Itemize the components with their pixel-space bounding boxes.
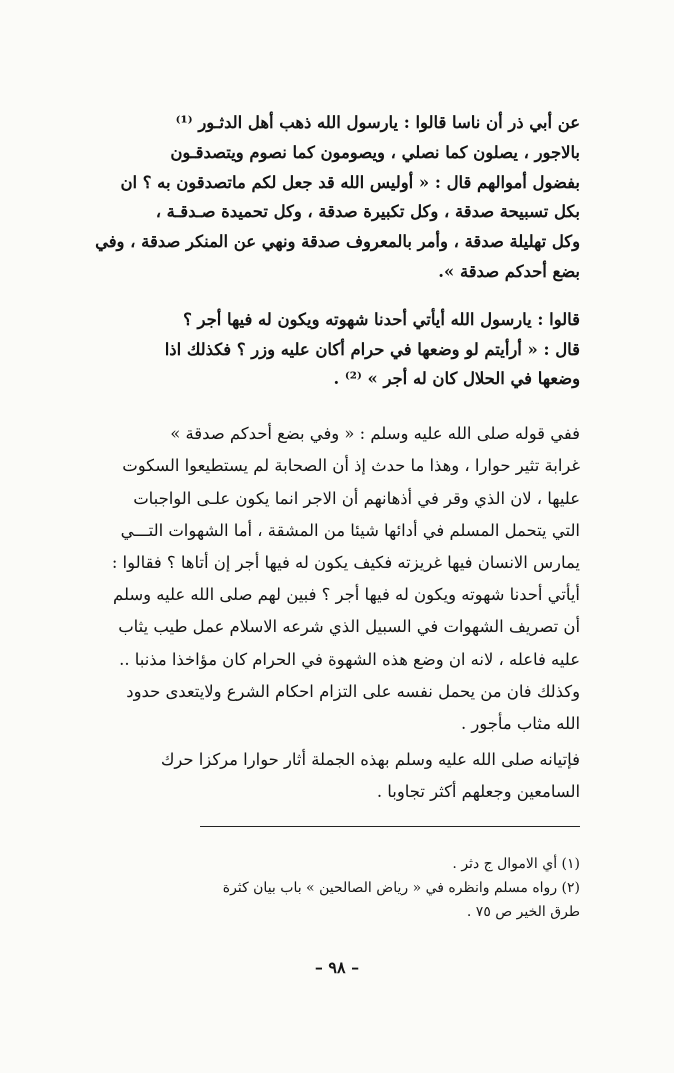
text-line: بالاجور ، يصلون كما نصلي ، ويصومون كما نصوم ويتصدقـون: [170, 142, 580, 162]
question-paragraph: [60, 305, 580, 394]
text-line: الله مثاب مأجور .: [460, 714, 580, 733]
text-line: بفضول أموالهم قال : « أوليس الله قد جعل لكم ماتصدقون به ؟ ان: [120, 172, 580, 192]
text-line: وكل تهليلة صدقة ، وأمر بالمعروف صدقة ونهي عن المنكر صدقة ، وفي: [95, 232, 580, 252]
page-number: – ٩٨ –: [314, 958, 360, 977]
hadith-paragraph: [60, 108, 580, 287]
text-line: السامعين وجعلهم أكثر تجاوبا .: [376, 782, 580, 802]
text-line: عليه فاعله ، لانه ان وضع هذه الشهوة في الحرام كان مؤاخذا مذنبا ..: [119, 649, 580, 669]
text-line: قالوا : يارسول الله أيأتي أحدنا شهوته ويكون له فيها أجر ؟: [183, 309, 580, 329]
text-line: أن تصريف الشهوات في السبيل الذي شرعه الاسلام عمل طيب يثاب: [118, 617, 580, 637]
footnote-divider: [200, 826, 580, 827]
text-line: قال : « أرأيتم لو وضعها في حرام أكان عليه وزر ؟ فكذلك اذا: [164, 339, 580, 359]
text-line: ففي قوله صلى الله عليه وسلم : « وفي بضع أحدكم صدقة »: [170, 424, 580, 444]
text-line: عليها ، لان الذي وقر في أذهانهم أن الاجر انما يكون علـى الواجبات: [133, 488, 580, 508]
text-line: غرابة تثير حوارا ، وهذا ما حدث إذ أن الصحابة لم يستطيعوا السكوت: [122, 456, 580, 476]
page-body: [60, 108, 580, 809]
text-line: التي يتحمل المسلم في أدائها شيئا من المشقة ، أما الشهوات التـــي: [120, 520, 580, 540]
footnote-2: (٢) رواه مسلم وانظره في « رياض الصالحين » باب بيان كثرة: [222, 880, 580, 896]
text-line: وضعها في الحلال كان له أجر » ⁽²⁾ .: [333, 369, 580, 389]
text-line: وكذلك فان من يحمل نفسه على التزام احكام الشرع ولايتعدى حدود: [126, 681, 580, 701]
commentary-paragraph: [60, 418, 580, 740]
footnote-2-continued: طرق الخير ص ٧٥ .: [466, 904, 580, 920]
footnotes: [60, 852, 580, 924]
text-line: بكل تسبيحة صدقة ، وكل تكبيرة صدقة ، وكل تحميدة صـدقـة ،: [155, 202, 580, 222]
text-line: أيأتي أحدنا شهوته ويكون له فيها أجر ؟ فبين لهم صلى الله عليه وسلم: [113, 585, 580, 605]
text-line: يمارس الانسان فيها غريزته فكيف يكون له فيها أجر إن أتاها ؟ فقالوا :: [111, 552, 580, 572]
conclusion-paragraph: [60, 744, 580, 808]
text-line: فإتيانه صلى الله عليه وسلم بهذه الجملة أثار حوارا مركزا حرك: [160, 750, 580, 770]
text-line: بضع أحدكم صدقة ».: [438, 261, 580, 281]
text-line: عن أبي ذر أن ناسا قالوا : يارسول الله ذهب أهل الدثـور ⁽¹⁾: [175, 113, 580, 132]
footnote-1: (١) أي الاموال ج دثر .: [452, 856, 580, 872]
